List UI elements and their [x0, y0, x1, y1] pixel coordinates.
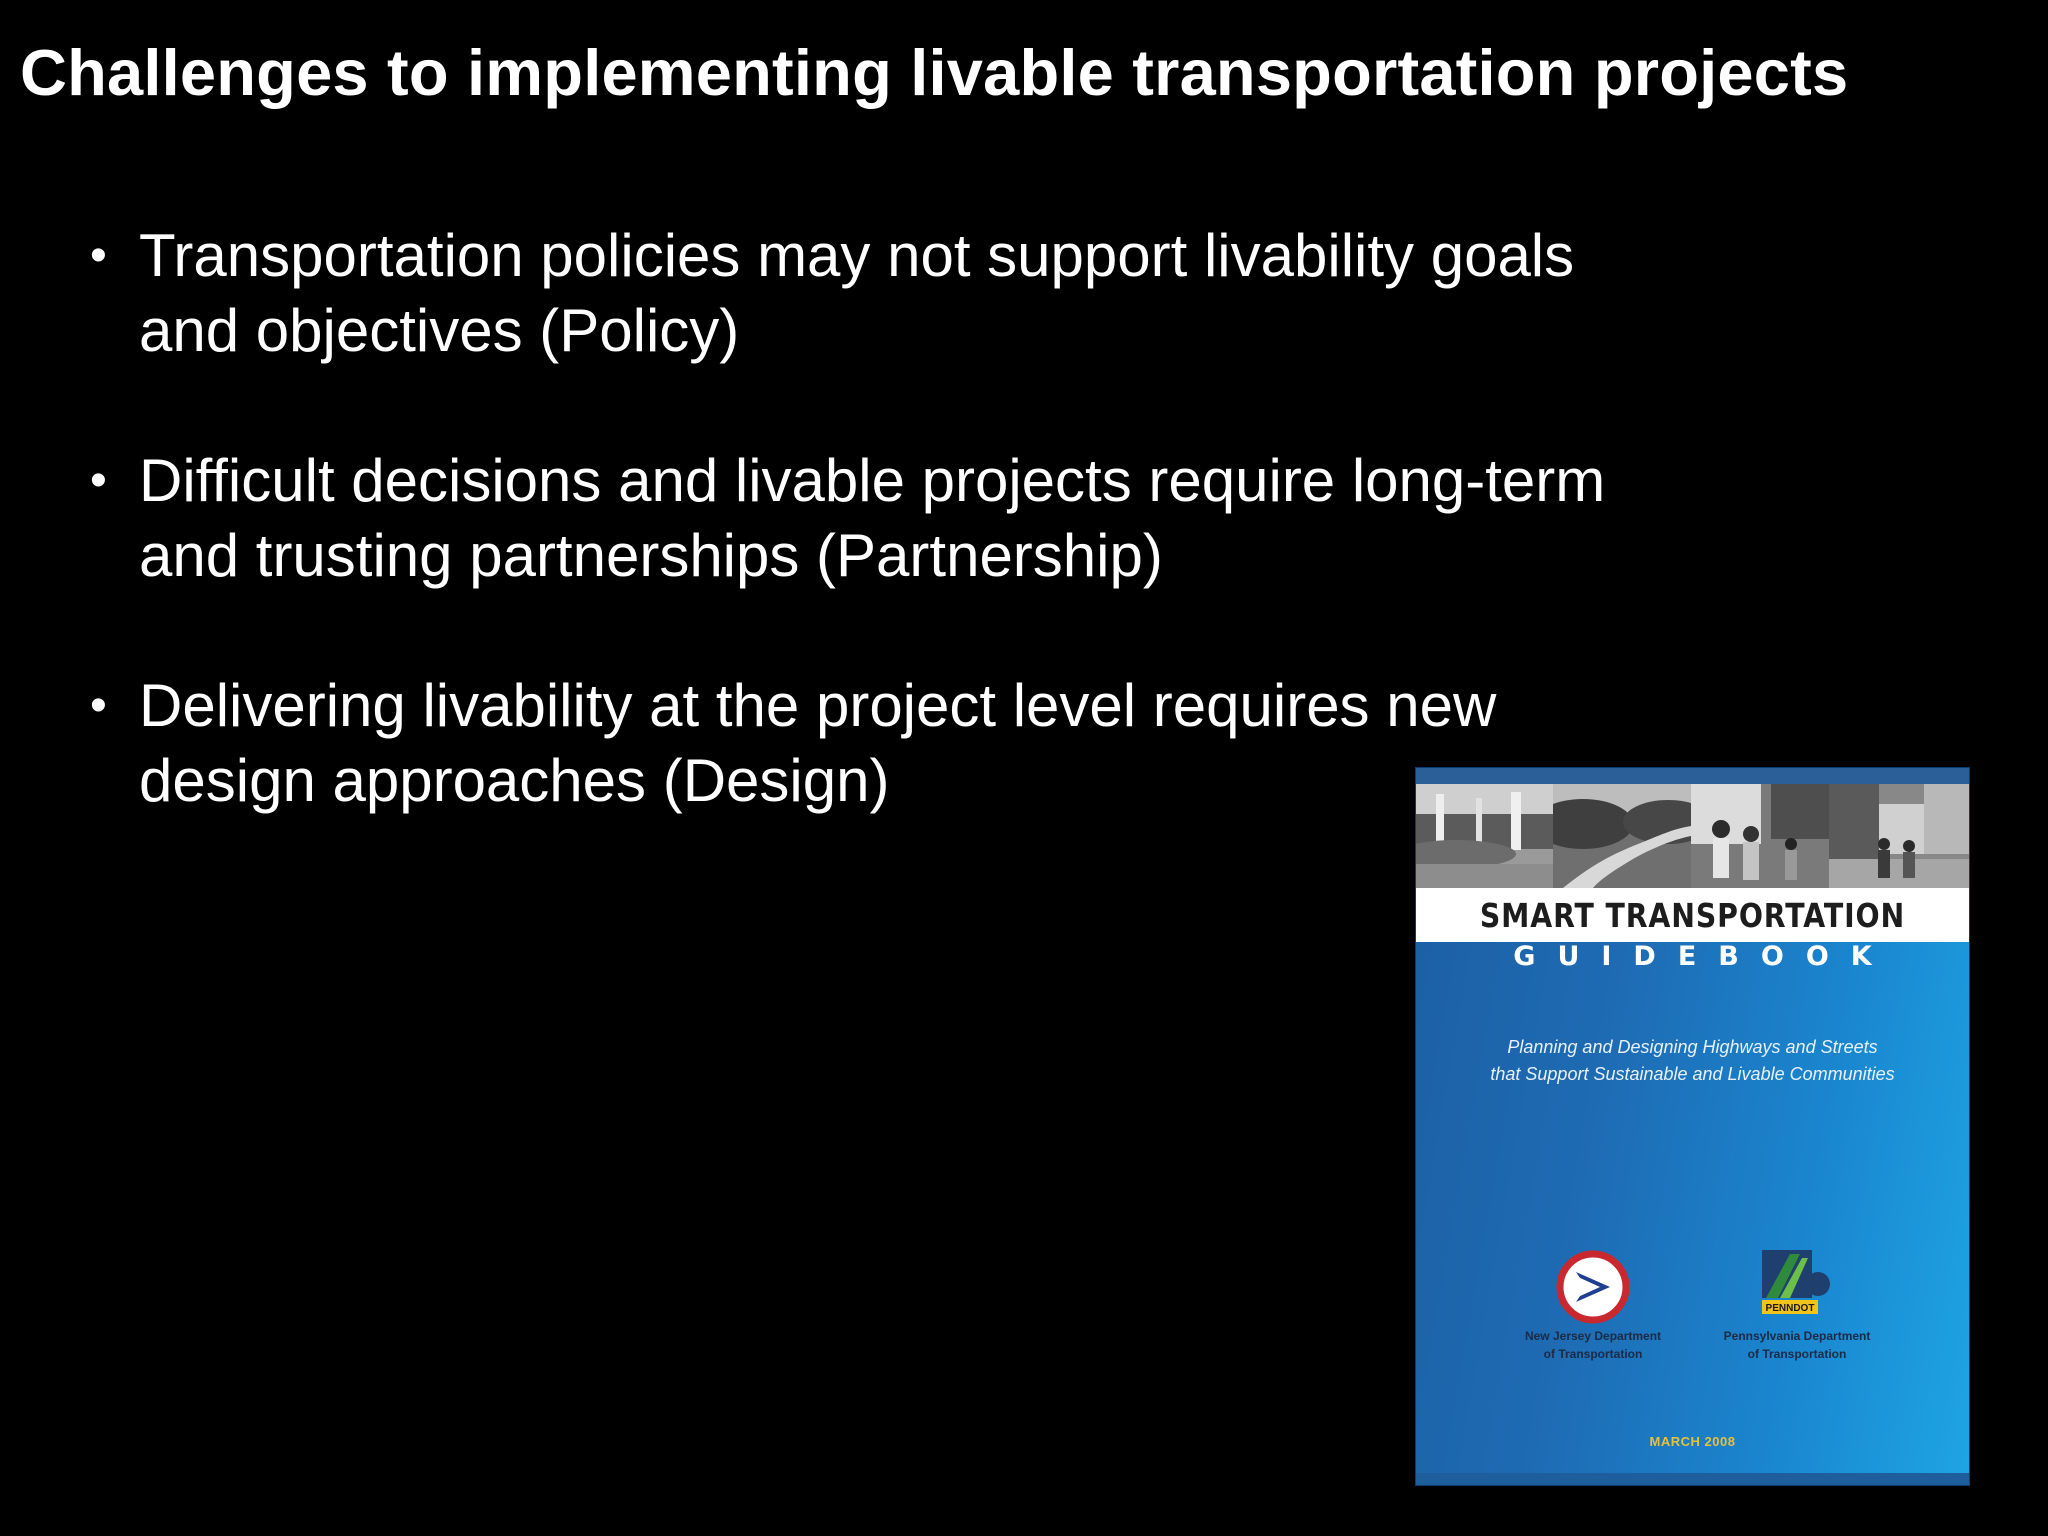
org-label-line: Pennsylvania Department: [1723, 1329, 1871, 1343]
bullet-partnership: [88, 443, 1708, 593]
bullet-policy: [88, 218, 1708, 368]
org-label-pa: [1707, 1327, 1887, 1363]
cover-photo-landscaped-road: [1416, 784, 1553, 888]
njdot-logo-icon: [1556, 1250, 1630, 1324]
cover-date: MARCH 2008: [1649, 1434, 1736, 1449]
org-label-line: of Transportation: [1747, 1347, 1847, 1361]
bullet-line: Difficult decisions and livable projects require long-term: [139, 447, 1606, 514]
cover-top-band: [1416, 768, 1969, 784]
guidebook-cover-image: [1416, 768, 1969, 1485]
bullet-line: Transportation policies may not support livability goals: [139, 222, 1575, 289]
bullet-line: and objectives (Policy): [139, 297, 740, 364]
cover-title: SMART TRANSPORTATION: [1479, 896, 1906, 935]
bullet-dot-icon: •: [90, 229, 107, 282]
bullet-line: Delivering livability at the project level requires new: [139, 672, 1497, 739]
bullet-dot-icon: •: [90, 454, 107, 507]
slide-title: Challenges to implementing livable transportation projects: [20, 36, 1849, 109]
org-label-line: New Jersey Department: [1524, 1329, 1662, 1343]
org-label-nj: [1503, 1327, 1683, 1363]
bullet-line: and trusting partnerships (Partnership): [139, 522, 1163, 589]
cover-photo-pedestrians: [1691, 784, 1829, 888]
cover-photo-winding-road: [1553, 784, 1691, 888]
cover-tagline: [1416, 1034, 1969, 1088]
cover-photo-city-street: [1829, 784, 1969, 888]
org-label-line: of Transportation: [1543, 1347, 1643, 1361]
bullet-line: design approaches (Design): [139, 747, 890, 814]
cover-bottom-band: [1416, 1473, 1969, 1485]
cover-subtitle: GUIDEBOOK: [1513, 941, 1894, 972]
bullet-dot-icon: •: [90, 679, 107, 732]
penndot-logo-icon: [1760, 1248, 1834, 1322]
cover-tagline-line: Planning and Designing Highways and Streets: [1507, 1037, 1878, 1057]
penndot-logo-text: PENNDOT: [1765, 1303, 1815, 1314]
cover-tagline-line: that Support Sustainable and Livable Communities: [1490, 1064, 1895, 1084]
